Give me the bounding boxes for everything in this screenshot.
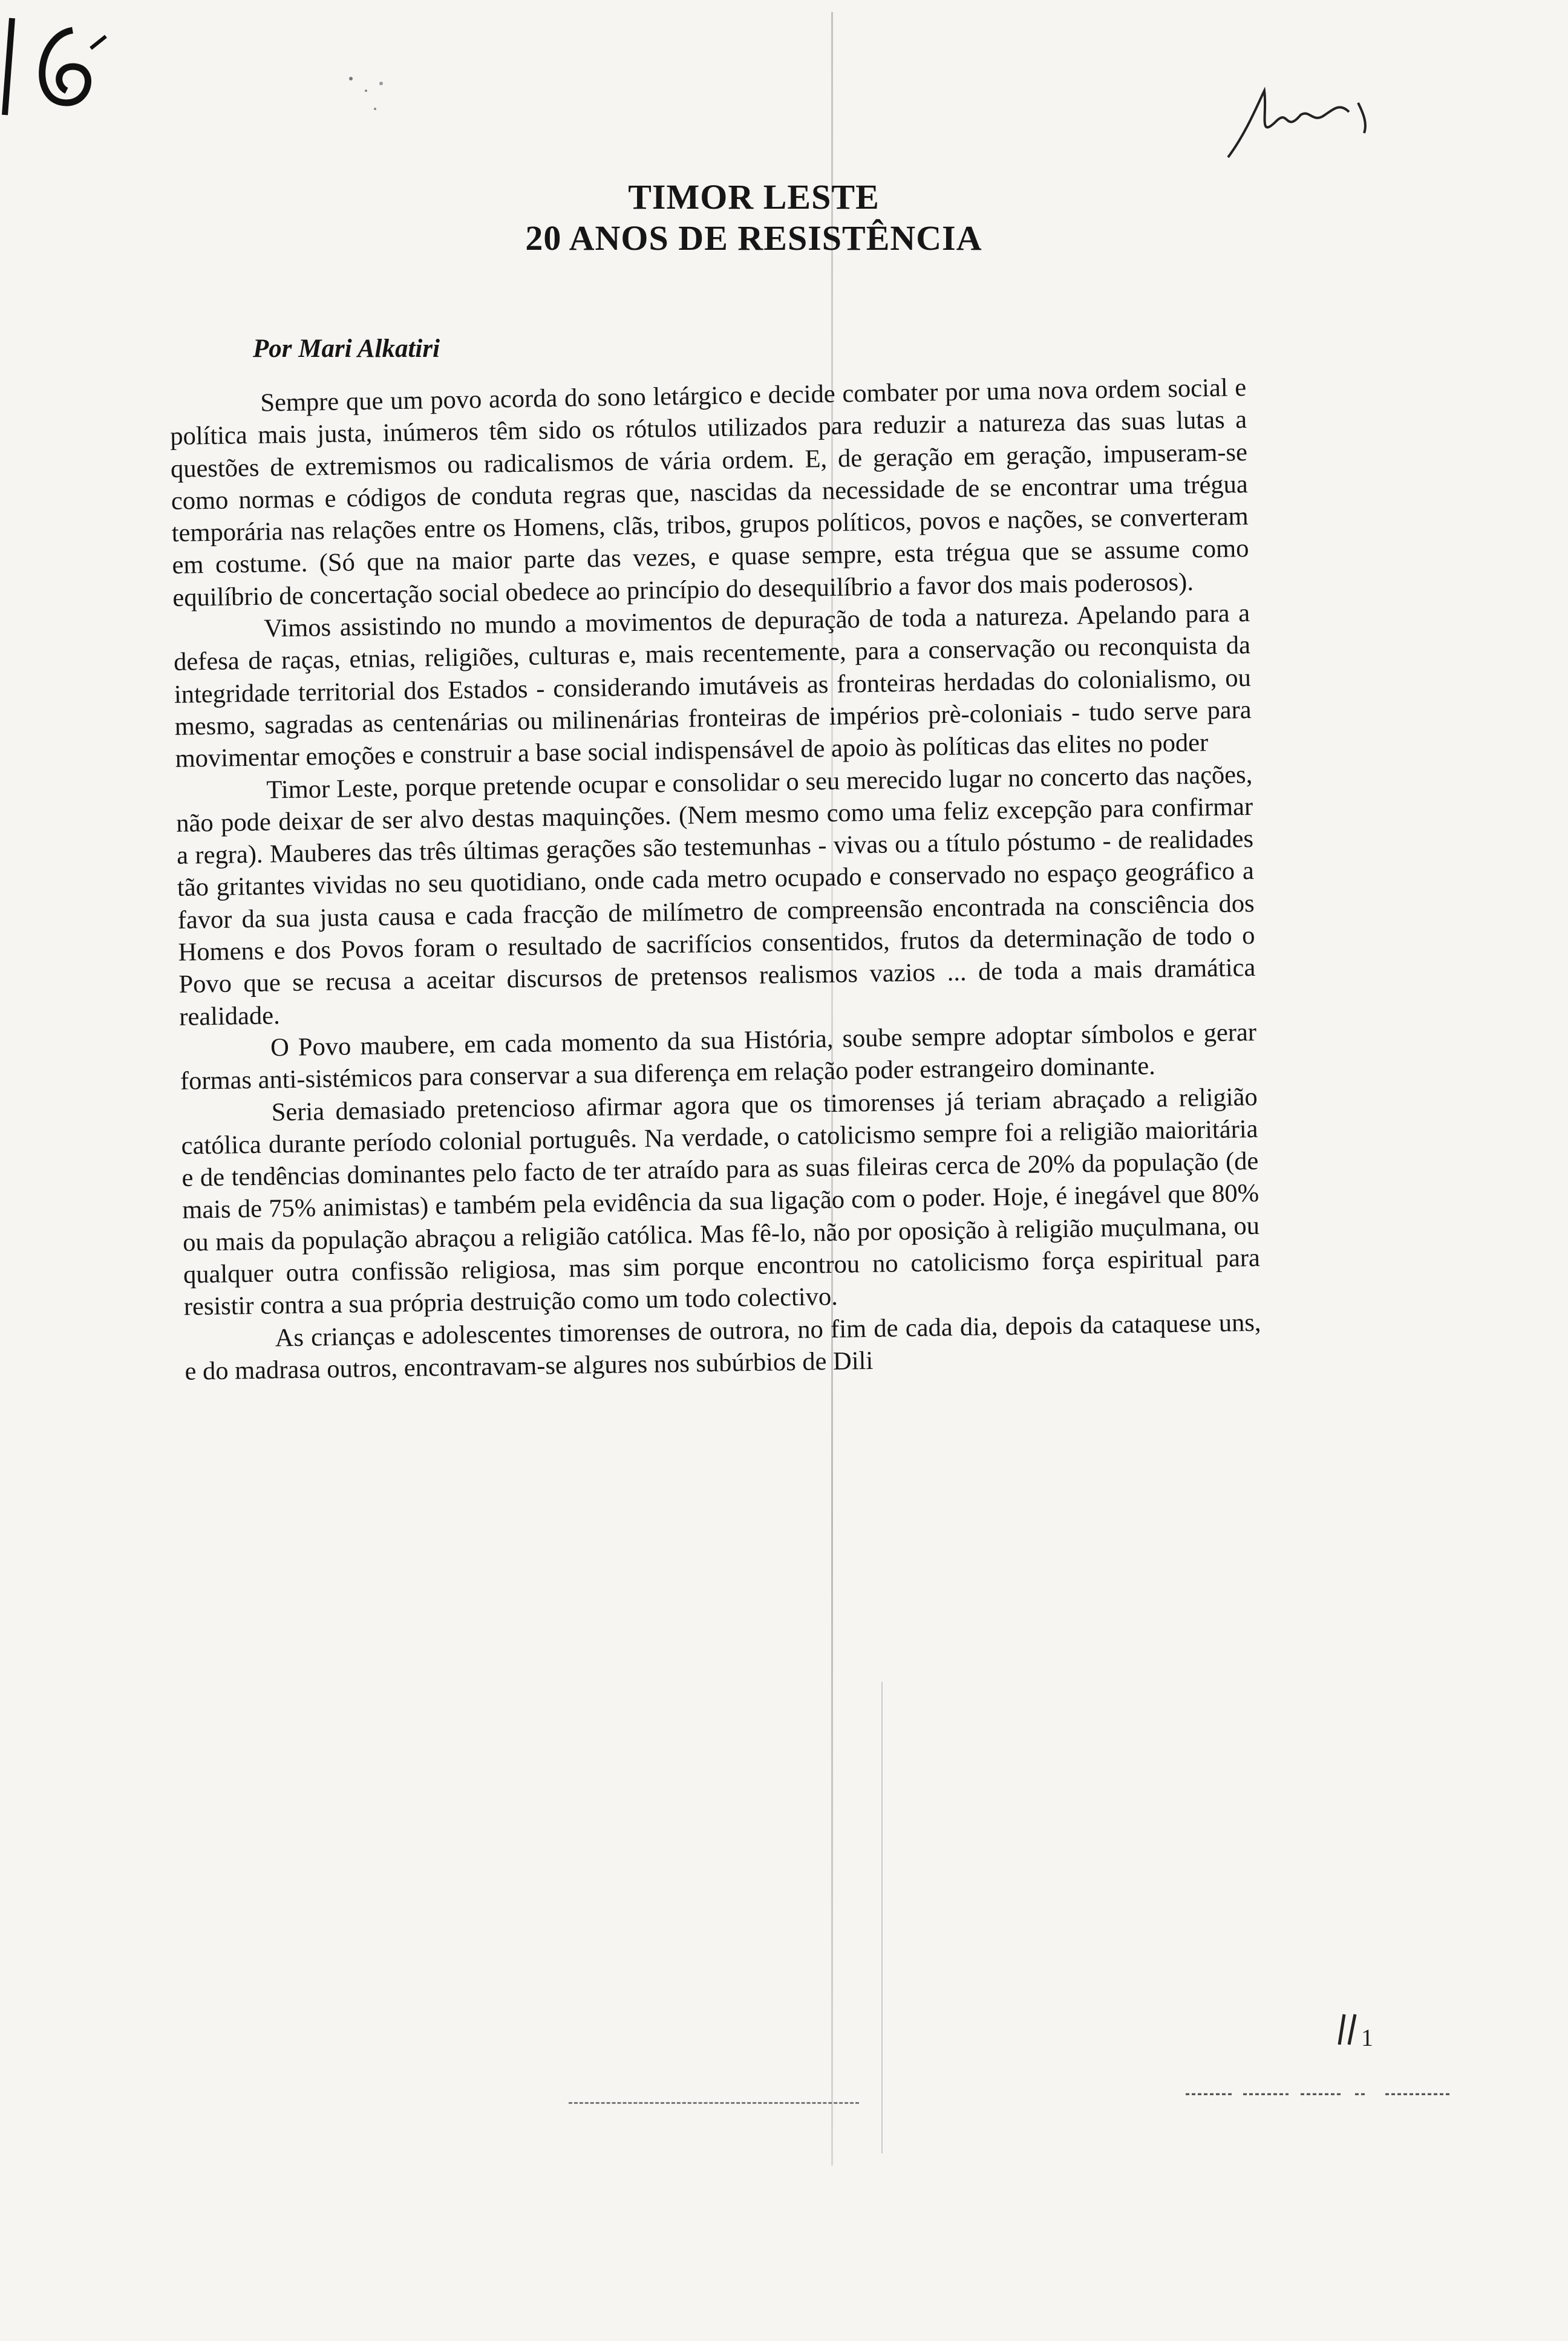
paragraph: Sempre que um povo acorda do sono letárgico e decide combater por uma nova ordem social e política mais justa, inúmeros têm sido os rótulos utilizados para reduzir a natureza das suas lutas a questões de extremismos ou radicalismos de vária ordem. E, de geração em geração, impuseram-se como normas e códigos de conduta regras que, nascidas da necessidade de se encontrar uma trégua temporária nas relações entre os Homens, clãs, tribos, grupos políticos, povos e nações, se converteram em costume. (Só que na maior parte das vezes, e quase sempre, esta trégua que se assume como equilíbrio de concertação social obedece ao princípio do desequilíbrio a favor dos mais poderosos). [169, 373, 1249, 612]
article-body [169, 371, 1262, 1388]
paragraph: Vimos assistindo no mundo a movimentos de depuração de toda a natureza. Apelando para a defesa de raças, etnias, religiões, culturas e, mais recentemente, para a conservação ou reconquista da integridade territorial dos Estados - considerando imutáveis as fronteiras herdadas do colonialismo, ou mesmo, sagradas as centenárias ou milinenárias fronteiras de impérios prè-coloniais - tudo serve para movimentar emoções e construir a base social indispensável de apoio às políticas das elites no poder [173, 599, 1252, 774]
handwritten-mark [0, 12, 115, 127]
page-number-handwritten [1337, 2008, 1385, 2051]
scan-noise [339, 67, 411, 127]
document-title: TIMOR LESTE [628, 177, 880, 217]
paragraph: Timor Leste, porque pretende ocupar e consolidar o seu merecido lugar no concerto das nações, não pode deixar de ser alvo destas maquinções. (Nem mesmo como uma feliz excepção para confirmar a regra). Mauberes das três últimas gerações são testemunhas - vivas ou a título póstumo - de realidades tão gritantes vividas no seu quotidiano, onde cada metro ocupado e conservado no espaço geográfico a favor da sua justa causa e cada fracção de milímetro de compreensão encontrada na consciência dos Homens e dos Povos foram o resultado de sacrifícios consentidos, frutos da determinação de todo o Povo que se recusa a aceitar discursos de pretensos realismos vazios ... de toda a mais dramática realidade. [175, 760, 1256, 1031]
svg-text:1: 1 [1361, 2024, 1373, 2051]
document-subtitle: 20 ANOS DE RESISTÊNCIA [525, 218, 982, 258]
paragraph: Seria demasiado pretencioso afirmar agora que os timorenses já teriam abraçado a religião católica durante período colonial português. Na verdade, o catolicismo sempre foi a religião maioritária e de tendências dominantes pelo facto de ter atraído para as suas fileiras cerca de 20% da população (de mais de 75% animistas) e também pela evidência da sua ligação com o poder. Hoje, é inegável que 80% ou mais da população abraçou a religião católica. Mas fê-lo, não por oposição à religião muçulmana, ou qualquer outra confissão religiosa, mas sim porque encontrou no catolicismo força espiritual para resistir contra a sua própria destruição como um todo colectivo. [181, 1082, 1261, 1322]
handwritten-signature [1222, 67, 1379, 169]
paragraph: As crianças e adolescentes timorenses de outrora, no fim de cada dia, depois da cataquese uns, e do madrasa outros, encontravam-se algures nos subúrbios de Dili [185, 1308, 1261, 1386]
footer-stamp-noise [1186, 2088, 1452, 2100]
author-byline: Por Mari Alkatiri [253, 335, 440, 363]
page-fold-line [881, 1682, 883, 2153]
paragraph: O Povo maubere, em cada momento da sua História, soube sempre adoptar símbolos e gerar formas anti-sistémicos para conservar a sua diferença em relação poder estrangeiro dominante. [180, 1017, 1257, 1096]
footer-divider [569, 2102, 859, 2104]
